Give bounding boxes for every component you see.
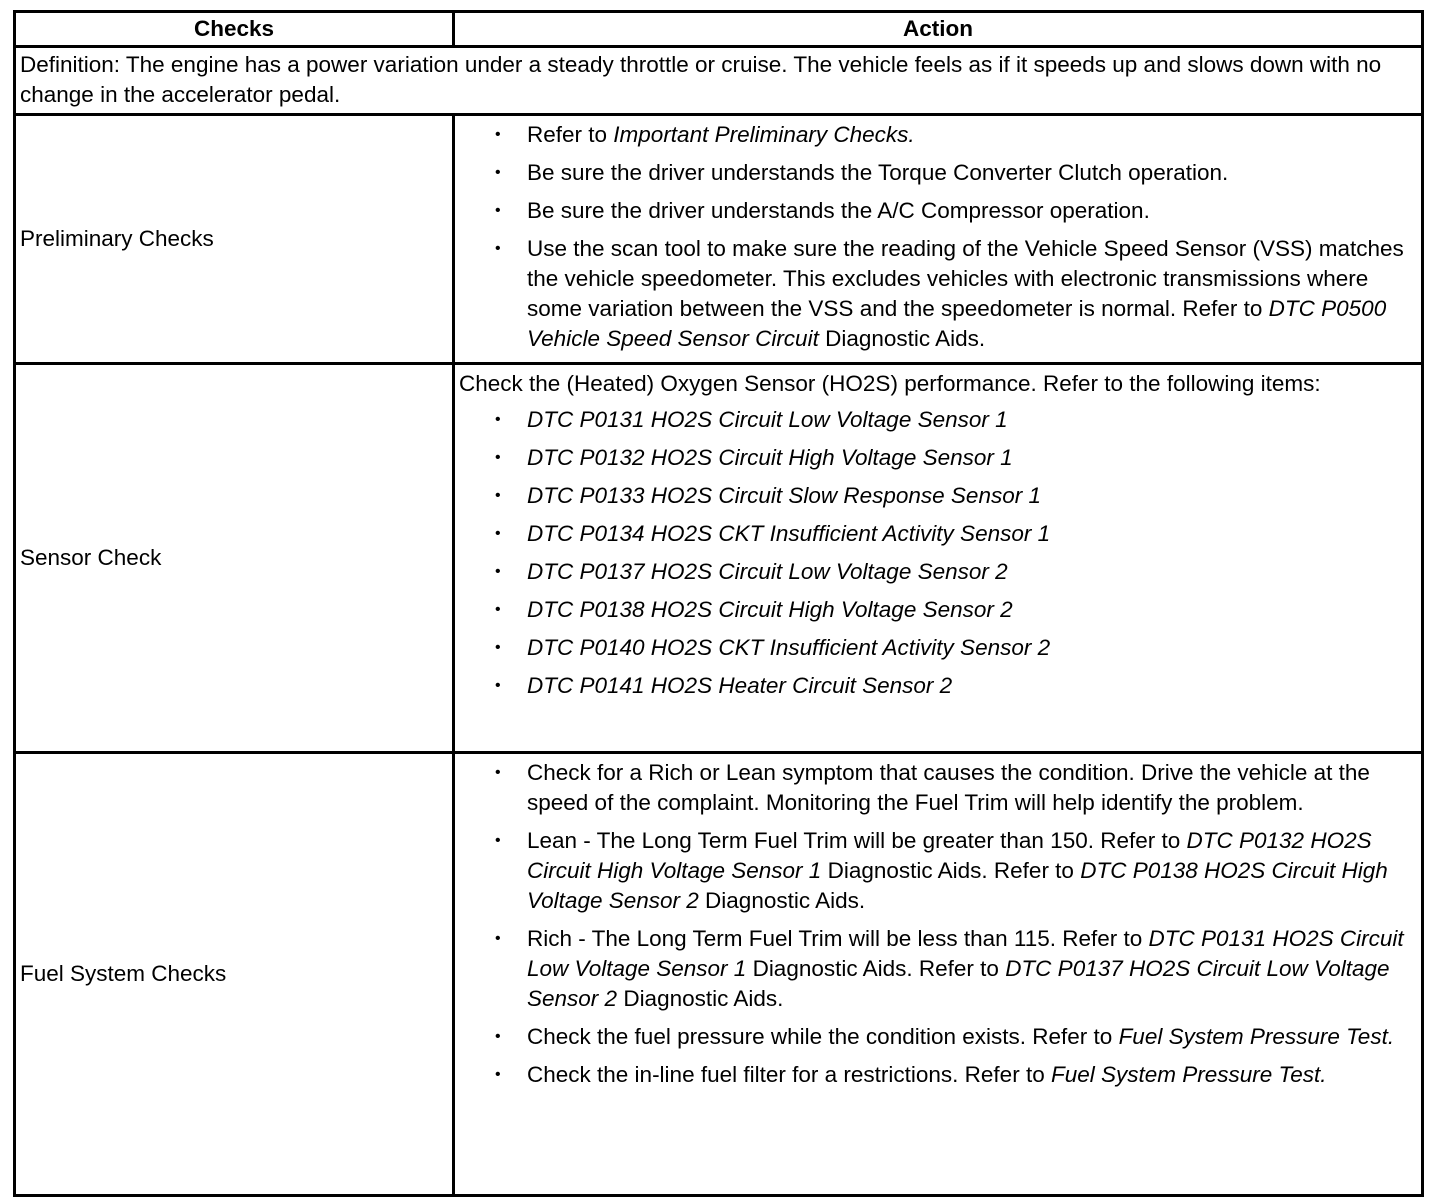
bullet-icon: • xyxy=(495,677,501,694)
list-item: • Check the in-line fuel filter for a restrictions. Refer to Fuel System Pressure Test. xyxy=(527,1060,1417,1090)
bullet-icon: • xyxy=(495,563,501,580)
reference-link-text: DTC P0138 HO2S Circuit High Voltage Sensor 2 xyxy=(527,858,1388,913)
action-preliminary xyxy=(454,115,1423,364)
bullet-icon: • xyxy=(495,411,501,428)
list-item: • DTC P0132 HO2S Circuit High Voltage Sensor 1 xyxy=(527,443,1417,473)
header-row xyxy=(15,12,1423,47)
bullet-icon: • xyxy=(495,601,501,618)
list-item: • DTC P0133 HO2S Circuit Slow Response Sensor 1 xyxy=(527,481,1417,511)
list-item: • DTC P0137 HO2S Circuit Low Voltage Sensor 2 xyxy=(527,557,1417,587)
reference-link-text: DTC P0131 HO2S Circuit Low Voltage Sensor 1 xyxy=(527,926,1404,981)
list-item: • Rich - The Long Term Fuel Trim will be less than 115. Refer to DTC P0131 HO2S Circuit Low Voltage Sensor 1 Diagnostic Aids. Refer to DTC P0137 HO2S Circuit Low Voltage Sensor 2 Diagnostic Aids. xyxy=(495,926,1404,1011)
reference-link-text: DTC P0132 HO2S Circuit High Voltage Sensor 1 xyxy=(527,828,1372,883)
reference-link-text: Fuel System Pressure Test. xyxy=(1050,1062,1327,1087)
list-item: • Refer to Important Preliminary Checks. xyxy=(527,120,1417,150)
header-action: Action xyxy=(454,12,1423,47)
list-item: • Check the fuel pressure while the condition exists. Refer to Fuel System Pressure Test. xyxy=(527,1022,1417,1052)
check-label-sensor: Sensor Check xyxy=(15,364,454,753)
list-item: • DTC P0134 HO2S CKT Insufficient Activity Sensor 1 xyxy=(527,519,1417,549)
bullet-list xyxy=(459,758,1417,1090)
header-checks: Checks xyxy=(15,12,454,47)
reference-link-text: DTC P0500 Vehicle Speed Sensor Circuit xyxy=(527,296,1387,351)
table-row xyxy=(15,753,1423,1196)
list-item: • DTC P0140 HO2S CKT Insufficient Activity Sensor 2 xyxy=(527,633,1417,663)
bullet-list xyxy=(459,405,1417,701)
list-item: • DTC P0138 HO2S Circuit High Voltage Sensor 2 xyxy=(527,595,1417,625)
bullet-icon: • xyxy=(495,639,501,656)
definition-text: Definition: The engine has a power variation under a steady throttle or cruise. The vehicle feels as if it speeds up and slows down with no change in the accelerator pedal. xyxy=(15,47,1423,115)
bullet-icon: • xyxy=(495,487,501,504)
definition-row xyxy=(15,47,1423,115)
list-item: • Use the scan tool to make sure the reading of the Vehicle Speed Sensor (VSS) matches the vehicle speedometer. This excludes vehicles with electronic transmissions where some variation between the VSS and the speedometer is normal. Refer to DTC P0500 Vehicle Speed Sensor Circuit Diagnostic Aids. xyxy=(495,236,1404,351)
bullet-icon: • xyxy=(495,930,501,947)
bullet-icon: • xyxy=(495,126,501,143)
check-label-preliminary: Preliminary Checks xyxy=(15,115,454,364)
reference-link-text: DTC P0137 HO2S Circuit Low Voltage Sensor 2 xyxy=(527,956,1390,1011)
bullet-list xyxy=(459,120,1417,354)
list-item: • DTC P0131 HO2S Circuit Low Voltage Sensor 1 xyxy=(527,405,1417,435)
bullet-icon: • xyxy=(495,1066,501,1083)
bullet-icon: • xyxy=(495,832,501,849)
reference-link-text: Fuel System Pressure Test. xyxy=(1118,1024,1395,1049)
sensor-intro-text: Check the (Heated) Oxygen Sensor (HO2S) performance. Refer to the following items: xyxy=(459,371,1321,396)
bullet-icon: • xyxy=(495,1028,501,1045)
list-item: • DTC P0141 HO2S Heater Circuit Sensor 2 xyxy=(527,671,1417,701)
list-item: • Be sure the driver understands the A/C Compressor operation. xyxy=(527,196,1417,226)
bullet-icon: • xyxy=(495,764,501,781)
diagnostic-table xyxy=(13,10,1424,1197)
action-fuel xyxy=(454,753,1423,1196)
list-item: • Check for a Rich or Lean symptom that causes the condition. Drive the vehicle at the speed of the complaint. Monitoring the Fuel Trim will help identify the problem. xyxy=(495,760,1370,815)
bullet-icon: • xyxy=(495,525,501,542)
bullet-icon: • xyxy=(495,240,501,257)
reference-link-text: Important Preliminary Checks. xyxy=(613,122,915,147)
bullet-icon: • xyxy=(495,449,501,466)
action-sensor xyxy=(454,364,1423,753)
table-row xyxy=(15,115,1423,364)
bullet-icon: • xyxy=(495,164,501,181)
bullet-icon: • xyxy=(495,202,501,219)
list-item: • Be sure the driver understands the Torque Converter Clutch operation. xyxy=(527,158,1417,188)
check-label-fuel: Fuel System Checks xyxy=(15,753,454,1196)
list-item: • Lean - The Long Term Fuel Trim will be greater than 150. Refer to DTC P0132 HO2S Circuit High Voltage Sensor 1 Diagnostic Aids. Refer to DTC P0138 HO2S Circuit High Voltage Sensor 2 Diagnostic Aids. xyxy=(495,828,1388,913)
table-row xyxy=(15,364,1423,753)
